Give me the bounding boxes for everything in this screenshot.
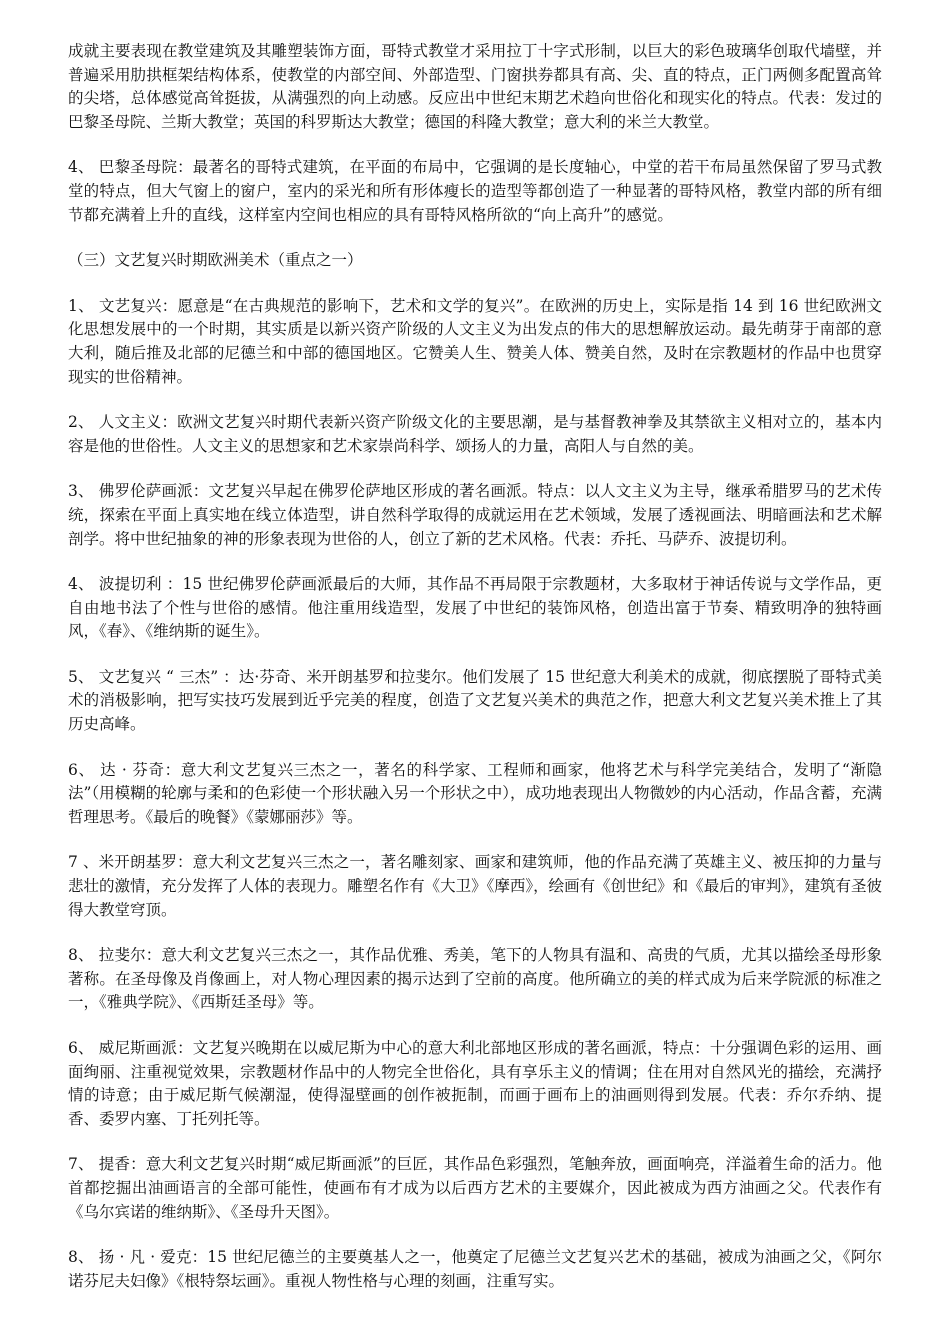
section-heading-renaissance: （三）文艺复兴时期欧洲美术（重点之一）	[68, 251, 363, 270]
document-page	[68, 40, 882, 1315]
paragraph-notre-dame: 4、 巴黎圣母院：最著名的哥特式建筑，在平面的布局中，它强调的是长度轴心，中堂的若干布局虽然保留了罗马式教堂的特点，但大气窗上的窗户，室内的采光和所有形体瘦长的造型等都创造了一种显著的哥特风格，教堂内部的所有细节都充满着上升的直线，这样室内空间也相应的具有哥特风格所欲的“向上高升”的感觉。	[68, 158, 882, 224]
paragraph-humanism: 2、 人文主义：欧洲文艺复兴时期代表新兴资产阶级文化的主要思潮，是与基督教神拳及其禁欲主义相对立的，基本内容是他的世俗性。人文主义的思想家和艺术家崇尚科学、颂扬人的力量，高阳人与自然的美。	[68, 413, 882, 455]
paragraph-van-eyck: 8、 扬 · 凡 · 爱克：15 世纪尼德兰的主要奠基人之一，他奠定了尼德兰文艺复兴艺术的基础，被成为油画之父，《阿尔诺芬尼夫妇像》《根特祭坛画》。重视人物性格与心理的刻画，注重写实。	[68, 1248, 882, 1290]
paragraph-botticelli: 4、 波提切利 ：15 世纪佛罗伦萨画派最后的大师，其作品不再局限于宗教题材，大多取材于神话传说与文学作品，更自由地书法了个性与世俗的感情。他注重用线造型，发展了中世纪的装饰风格，创造出富于节奏、精致明净的独特画风，《春》、《维纳斯的诞生》。	[68, 575, 882, 641]
paragraph-raphael: 8、 拉斐尔：意大利文艺复兴三杰之一，其作品优雅、秀美，笔下的人物具有温和、高贵的气质，尤其以描绘圣母形象著称。在圣母像及肖像画上，对人物心理因素的揭示达到了空前的高度。他所确立的美的样式成为后来学院派的标准之一，《雅典学院》、《西斯廷圣母》等。	[68, 946, 882, 1012]
paragraph-da-vinci: 6、 达 · 芬奇：意大利文艺复兴三杰之一，著名的科学家、工程师和画家，他将艺术与科学完美结合，发明了“渐隐法”（用模糊的轮廓与柔和的色彩使一个形状融入另一个形状之中），成功地表现出人物微妙的内心活动，作品含蓄，充满哲理思考。《最后的晚餐》《蒙娜丽莎》等。	[68, 760, 882, 826]
paragraph-gothic-cathedral-continued: 成就主要表现在教堂建筑及其雕塑装饰方面，哥特式教堂才采用拉丁十字式形制，以巨大的彩色玻璃华创取代墙壁，并普遍采用肋拱框架结构体系，使教堂的内部空间、外部造型、门窗拱券都具有高、尖、直的特点，正门两侧多配置高耸的尖塔，总体感觉高耸挺拔，从满强烈的向上动感。反应出中世纪末期艺术趋向世俗化和现实化的特点。代表：发过的巴黎圣母院、兰斯大教堂；英国的科罗斯达大教堂；德国的科隆大教堂；意大利的米兰大教堂。	[68, 42, 882, 131]
paragraph-venetian-school: 6、 威尼斯画派：文艺复兴晚期在以威尼斯为中心的意大利北部地区形成的著名画派，特点：十分强调色彩的运用、画面绚丽、注重视觉效果，宗教题材作品中的人物完全世俗化，具有享乐主义的情调；住在用对自然风光的描绘，充满抒情的诗意；由于威尼斯气候潮湿，使得湿壁画的创作被扼制，而画于画布上的油画则得到发展。代表：乔尔乔纳、提香、委罗内塞、丁托列托等。	[68, 1039, 882, 1128]
paragraph-three-masters: 5、 文艺复兴 “ 三杰” ：达·芬奇、米开朗基罗和拉斐尔。他们发展了 15 世纪意大利美术的成就，彻底摆脱了哥特式美术的消极影响，把写实技巧发展到近乎完美的程度，创造了文艺复兴美术的典范之作，把意大利文艺复兴美术推上了其历史高峰。	[68, 667, 882, 734]
paragraph-titian: 7、 提香：意大利文艺复兴时期“威尼斯画派”的巨匠，其作品色彩强烈，笔触奔放，画面响亮，洋溢着生命的活力。他首都挖掘出油画语言的全部可能性，使画布有才成为以后西方艺术的主要媒介，因此被成为西方油画之父。代表作有《乌尔宾诺的维纳斯》、《圣母升天图》。	[68, 1155, 882, 1221]
paragraph-florentine-school: 3、 佛罗伦萨画派：文艺复兴早起在佛罗伦萨地区形成的著名画派。特点：以人文主义为主导，继承希腊罗马的艺术传统，探索在平面上真实地在线立体造型，讲自然科学取得的成就运用在艺术领域，发展了透视画法、明暗画法和艺术解剖学。将中世纪抽象的神的形象表现为世俗的人，创立了新的艺术风格。代表：乔托、马萨乔、波提切利。	[68, 482, 882, 548]
paragraph-renaissance: 1、 文艺复兴：愿意是“在古典规范的影响下，艺术和文学的复兴”。在欧洲的历史上，实际是指 14 到 16 世纪欧洲文化思想发展中的一个时期，其实质是以新兴资产阶级的人文主义为出发点的伟大的思想解放运动。最先萌芽于南部的意大利，随后推及北部的尼德兰和中部的德国地区。它赞美人生、赞美人体、赞美自然，及时在宗教题材的作品中也贯穿现实的世俗精神。	[68, 296, 882, 386]
paragraph-michelangelo: 7 、米开朗基罗：意大利文艺复兴三杰之一，著名雕刻家、画家和建筑师，他的作品充满了英雄主义、被压抑的力量与悲壮的激情，充分发挥了人体的表现力。雕塑名作有《大卫》《摩西》，绘画有《创世纪》和《最后的审判》，建筑有圣彼得大教堂穹顶。	[68, 853, 882, 919]
